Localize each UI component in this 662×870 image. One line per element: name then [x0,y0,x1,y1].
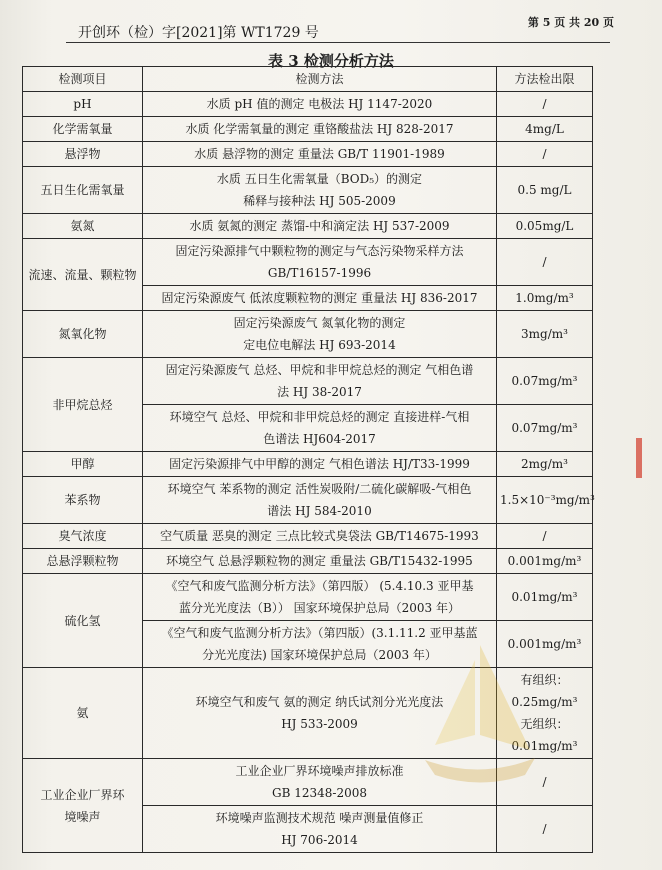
item-cell [23,759,143,853]
method-cell: 水质 化学需氧量的测定 重铬酸盐法 HJ 828-2017 [143,117,497,142]
table-row [23,117,593,142]
method-cell: 水质 pH 值的测定 电极法 HJ 1147-2020 [143,92,497,117]
limit-cell: 0.01mg/m³ [497,574,593,621]
item-cell: 化学需氧量 [23,117,143,142]
method-line: GB/T16157-1996 [267,266,372,280]
method-line: 环境空气和废气 氨的测定 纳氏试剂分光光度法 [195,695,444,709]
limit-cell: 0.07mg/m³ [497,405,593,452]
method-line: 谱法 HJ 584-2010 [267,504,372,518]
limit-cell: 0.07mg/m³ [497,358,593,405]
method-line: 固定污染源废气 氮氧化物的测定 [233,316,406,330]
method-line: 环境空气 总烃、甲烷和非甲烷总烃的测定 直接进样-气相 [169,410,470,424]
table-row [23,167,593,214]
method-line: 法 HJ 38-2017 [277,385,362,399]
method-line: 色谱法 HJ604-2017 [263,432,376,446]
limit-cell: / [497,524,593,549]
method-cell [143,477,497,524]
method-line: 分光光度法) 国家环境保护总局（2003 年） [202,648,437,662]
table-row [23,239,593,286]
item-cell: 苯系物 [23,477,143,524]
limit-cell: / [497,759,593,806]
table-row [23,142,593,167]
method-cell [143,311,497,358]
method-line: 稀释与接种法 HJ 505-2009 [243,194,396,208]
item-cell: 五日生化需氧量 [23,167,143,214]
limit-cell: 0.05mg/L [497,214,593,239]
method-cell: 固定污染源排气中甲醇的测定 气相色谱法 HJ/T33-1999 [143,452,497,477]
limit-cell: / [497,239,593,286]
header-rule [66,42,610,43]
item-line: 境噪声 [64,809,101,824]
page-indicator: 第 5 页 共 20 页 [527,16,614,29]
method-cell: 固定污染源废气 低浓度颗粒物的测定 重量法 HJ 836-2017 [143,286,497,311]
item-cell: 流速、流量、颗粒物 [23,239,143,311]
table-row [23,574,593,621]
table-row [23,92,593,117]
limit-line: 无组织： [520,717,569,731]
item-cell: 氮氧化物 [23,311,143,358]
method-line: 水质 五日生化需氧量（BOD₅）的测定 [216,172,423,186]
item-cell: pH [23,92,143,117]
limit-line: 0.25mg/m³ [511,695,578,709]
method-line: 环境空气 苯系物的测定 活性炭吸附/二硫化碳解吸-气相色 [167,482,472,496]
method-cell: 水质 氨氮的测定 蒸馏-中和滴定法 HJ 537-2009 [143,214,497,239]
limit-cell: 0.001mg/m³ [497,621,593,668]
method-line: 定电位电解法 HJ 693-2014 [243,338,396,352]
method-line: HJ 533-2009 [281,717,358,731]
limit-line: 0.01mg/m³ [511,739,578,753]
document-number: 开创环（检）字[2021]第 WT1729 号 [78,25,319,41]
method-line: GB 12348-2008 [272,786,367,800]
item-cell: 硫化氢 [23,574,143,668]
method-cell [143,806,497,853]
limit-cell: 1.5×10⁻³mg/m³ [497,477,593,524]
method-line: 《空气和废气监测分析方法》（第四版） (5.4.10.3 亚甲基 [165,579,474,593]
limit-cell: 2mg/m³ [497,452,593,477]
limit-cell: / [497,806,593,853]
table-row [23,311,593,358]
item-cell: 非甲烷总烃 [23,358,143,452]
table-row [23,549,593,574]
table-row [23,524,593,549]
col-header-limit: 方法检出限 [497,67,593,92]
method-line: 固定污染源排气中颗粒物的测定与气态污染物采样方法 [175,244,464,258]
table-row [23,452,593,477]
method-line: 环境噪声监测技术规范 噪声测量值修正 [215,811,424,825]
item-line: 工业企业厂界环 [40,787,125,802]
item-cell: 氨氮 [23,214,143,239]
limit-cell: / [497,92,593,117]
table-caption: 表 3 检测分析方法 [268,52,394,70]
limit-line: 有组织： [520,673,569,687]
method-line: 固定污染源废气 总烃、甲烷和非甲烷总烃的测定 气相色谱 [165,363,474,377]
method-line: 蓝分光光度法（B）） 国家环境保护总局（2003 年） [179,601,460,615]
method-cell: 水质 悬浮物的测定 重量法 GB/T 11901-1989 [143,142,497,167]
seal-edge-mark [636,438,642,478]
page-header [78,14,618,44]
table-row [23,214,593,239]
method-cell [143,358,497,405]
method-cell: 空气质量 恶臭的测定 三点比较式臭袋法 GB/T14675-1993 [143,524,497,549]
table-row [23,358,593,405]
method-cell [143,574,497,621]
item-cell: 氨 [23,668,143,759]
item-cell: 甲醇 [23,452,143,477]
method-line: HJ 706-2014 [281,833,358,847]
table-header-row [23,67,593,92]
limit-cell: 0.5 mg/L [497,167,593,214]
col-header-item: 检测项目 [23,67,143,92]
table-row [23,477,593,524]
limit-cell: 1.0mg/m³ [497,286,593,311]
method-line: 《空气和废气监测分析方法》（第四版）(3.1.11.2 亚甲基蓝 [161,626,478,640]
method-cell: 环境空气 总悬浮颗粒物的测定 重量法 GB/T15432-1995 [143,549,497,574]
watermark-sail-icon [420,640,540,790]
method-cell [143,239,497,286]
limit-cell: 0.001mg/m³ [497,549,593,574]
method-cell [143,167,497,214]
method-cell [143,405,497,452]
item-cell: 悬浮物 [23,142,143,167]
method-line: 工业企业厂界环境噪声排放标准 [235,764,404,778]
limit-cell: 4mg/L [497,117,593,142]
limit-cell: / [497,142,593,167]
limit-cell: 3mg/m³ [497,311,593,358]
item-cell: 总悬浮颗粒物 [23,549,143,574]
item-cell: 臭气浓度 [23,524,143,549]
col-header-method: 检测方法 [143,67,497,92]
